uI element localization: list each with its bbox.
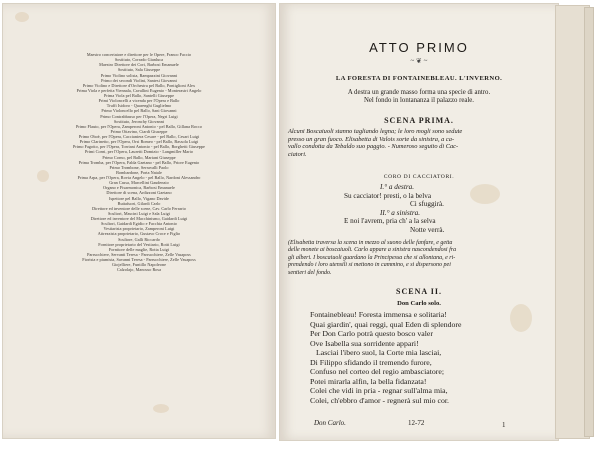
cast-line: Primo Flauto, per l'Opera, Zamperoni Antonio - pel Ballo, Gillana Rocco xyxy=(75,123,203,129)
verse-line: Fontainebleau! Foresta immensa e solitaria! xyxy=(310,310,447,319)
cast-line: Prima Arpa, per l'Opera, Rovia Angelo - pel Ballo, Nardoni Alessandro xyxy=(77,175,201,180)
stage-direction-line: vallo condotta da Tebaldo suo paggio. - Numeroso seguito di Cac- xyxy=(288,143,459,151)
cast-line: Primo Oboè, per l'Opera, Caccianiera Cesare - pel Ballo, Cesari Luigi xyxy=(78,134,200,139)
cast-line: Calzolajo, Mancuso Rosa xyxy=(116,267,162,273)
verse-line: Per Don Carlo potrà questo bosco valer xyxy=(310,329,433,338)
character-name: Don Carlo solo. xyxy=(397,300,441,307)
cast-line: Gran Cassa, Marcellini Gaudenzio xyxy=(109,180,169,186)
cast-line: Primo dei secondi Violini, Santesi Giovanni xyxy=(101,77,177,83)
stage-direction-line: presso un gran fuoco. Elisabetta di Valois sorte da sinistra, a ca- xyxy=(288,135,455,143)
cast-line: Buttafuori, Gilardi Carlo xyxy=(117,200,161,206)
cast-line: Truffi Isidoro - Quarenghi Guglielmo xyxy=(106,103,172,109)
cast-line: Primo Fagotto, per l'Opera, Torriani Antonio - pel Ballo, Borghetti Giuseppe xyxy=(73,144,205,150)
setting-line: Nel fondo in lontananza il palazzo reale. xyxy=(363,97,475,105)
chorus-line: E noi l'avrem, pria ch' a la selva xyxy=(344,217,436,226)
cast-line: Giojelliere, Funtillo Napoleone xyxy=(112,262,166,268)
stage-direction-2 xyxy=(288,240,552,277)
cast-line: Prima Tromba, per l'Opera, Falda Gaetano - pel Ballo, Priore Eugenio xyxy=(78,159,200,165)
cast-line: Direttore ed inventore del Macchinismo, Gaidardi Luigi xyxy=(90,216,188,221)
stage-direction-line: sentieri del fondo. xyxy=(288,269,332,276)
booklet-spread xyxy=(2,3,594,440)
cast-line: Primo Trombone, Serravalli Paolo xyxy=(109,164,169,170)
cast-line: Sostituto, Jeronchy Giovanni xyxy=(113,118,165,124)
cast-line: Attrezzista proprietario, Gustavo Croce e Figlio xyxy=(97,231,181,237)
verse-line: Lasciai l'ibero suol, la Corte mia lasciai, xyxy=(316,348,442,357)
footer-signature: Don Carlo. xyxy=(314,419,346,427)
verse-line: Potei mirarla alfin, la bella fidanzata! xyxy=(310,376,427,386)
scene-title: SCENA II. xyxy=(396,287,442,296)
stage-direction-line: ciatori. xyxy=(288,150,307,158)
cast-line: Bombardone, Porta Natale xyxy=(116,169,162,175)
setting-description xyxy=(280,89,558,106)
cast-line: Fiorista e piumista, Savanni Teresa - Parrucchiere, Zelle Vasaposs xyxy=(82,257,196,262)
cast-line: Ispettore pel Ballo, Vigano Davide xyxy=(109,195,169,201)
stage-direction-line: delle monete ai boscaiuoli. Carlo appare a sinistra nascondendosi fra xyxy=(288,247,457,254)
setting-title: LA FORESTA DI FONTAINEBLEAU. L'INVERNO. xyxy=(335,75,503,82)
stage-direction-line: prendendo i loro utensili si mettono in cammino, e si dispersono pei xyxy=(288,262,451,269)
chorus-line: Ci sfuggirà. xyxy=(410,200,444,209)
cast-line: Primo Violoncello pel Ballo, Sani Giovanni xyxy=(101,108,177,114)
cast-line: Fornitore delle maglie, Rotta Luigi xyxy=(108,246,170,252)
cast-line: Primo Violino e Direttore d'Orchestra pel Ballo, Pontiglioni Alex xyxy=(82,82,196,88)
cast-line: Vestiarista proprietario, Zamperoni Luigi xyxy=(103,226,175,232)
verse-line: Ove Isabella sua sorridente appari! xyxy=(310,338,419,348)
cast-line: Primo Violino solista, Rampazzini Giovanni xyxy=(100,72,178,78)
setting-line: A destra un grande masso forma una specie di antro. xyxy=(347,89,491,96)
cast-line: Primo Corno, pel Ballo, Mariani Giuseppe xyxy=(102,154,176,160)
stain xyxy=(153,404,169,413)
cast-line: Primo Clarinetto, per l'Opera, Orsi Romeo - pel Ballo, Bassola Luigi xyxy=(79,139,199,145)
cast-line: Direttore ed inventore delle scene, Cav. Carlo Ferrario xyxy=(92,205,186,211)
cast-line: Scultore, Galli Riccardo xyxy=(118,236,160,242)
verse-line: Di Filippo sfidando il tremendo furore, xyxy=(310,357,432,367)
chorus-text xyxy=(280,183,558,235)
chorus-cue: II.° a sinistra. xyxy=(380,208,421,217)
cast-line: Fornitore proprietario del Vestiario, Rotti Luigi xyxy=(98,241,180,247)
stage-direction-line: gli alberi. I boscaiuoli guardano la Principessa che si allontana, e ri- xyxy=(288,254,456,261)
cast-line: Primi Corni, per l'Opera, Lauretti Domizio - Langmiller Mario xyxy=(85,149,193,155)
verse-line: Colei che vidi in pria - regnar sull'alma mia, xyxy=(310,386,448,395)
stage-direction-line: (Elisabetta traversa la scena in mezzo al suono delle fanfare, e getta xyxy=(288,240,453,246)
stain xyxy=(15,12,29,22)
left-page xyxy=(2,3,276,439)
chorus-line: Su cacciator! presti, o la belva xyxy=(344,191,432,200)
cast-line: Scultori, Gaidardi Egidio e Facchia Antonio xyxy=(101,221,177,227)
cast-line: Sostituto, Sala Giuseppe xyxy=(117,67,161,73)
verse-line: Confuso nel corteo del regio ambasciatore; xyxy=(310,367,445,376)
chorus-cue: I.° a destra. xyxy=(380,183,415,191)
cast-line: Parrucchiere, Servanti Teresa - Parrucchiere, Zelle Vasaposs xyxy=(87,251,191,257)
scene-title: SCENA PRIMA. xyxy=(384,116,454,125)
stage-direction-line: Alcuni Boscaiuoli stanno tagliando legna; le loro mogli sono sedute xyxy=(288,128,463,135)
cast-line: Organo e Fisarmonica, Barbosi Emanuele xyxy=(103,185,175,191)
footer-print-code: 12-72 xyxy=(408,419,425,427)
cast-line: Prima Viola e perfetta Viennala, Cavallini Eugenio - Monterastri Angelo xyxy=(76,87,202,93)
act-title: ATTO PRIMO xyxy=(369,40,469,55)
verse-line: Colei, ch'ebbro d'amor - regnerà sul mio cor. xyxy=(310,395,449,405)
cast-list xyxy=(33,52,245,272)
page-edge-back xyxy=(584,7,594,437)
chorus-line: Notte verrà. xyxy=(410,225,445,234)
cast-line: Maestro concertatore e direttore per le Opere, Franco Faccio xyxy=(86,52,192,57)
cast-line: Prima Viola pel Ballo, Santelli Giuseppe xyxy=(103,93,175,98)
chorus-heading: CORO DI CACCIATORI. xyxy=(383,174,455,180)
ornament-divider: ~ ❦ ~ xyxy=(410,57,428,65)
verse-line: Quai giardin', quai reggi, qual Eden di splendore xyxy=(310,319,462,329)
cast-line: Primi Violoncelli a vicenda per l'Opera e Ballo xyxy=(98,98,180,104)
cast-line: Scultori, Mascini Luigi e Sala Luigi xyxy=(107,210,171,216)
stage-direction xyxy=(288,128,552,158)
page-number: 1 xyxy=(502,421,506,429)
cast-line: Direttore di scena, Ardizzoni Gaetano xyxy=(106,190,172,196)
verse-block xyxy=(310,310,554,405)
cast-line: Primo Contrabbasso per l'Opera, Negri Luigi xyxy=(100,113,178,119)
right-page xyxy=(279,3,559,441)
cast-line: Primo Ottavino, Ciardi Giuseppe xyxy=(110,128,168,134)
cast-line: Sostituto, Corrado Gianluca xyxy=(114,57,164,63)
cast-line: Maestro Direttore dei Cori, Barbosi Emanuele xyxy=(99,62,179,68)
